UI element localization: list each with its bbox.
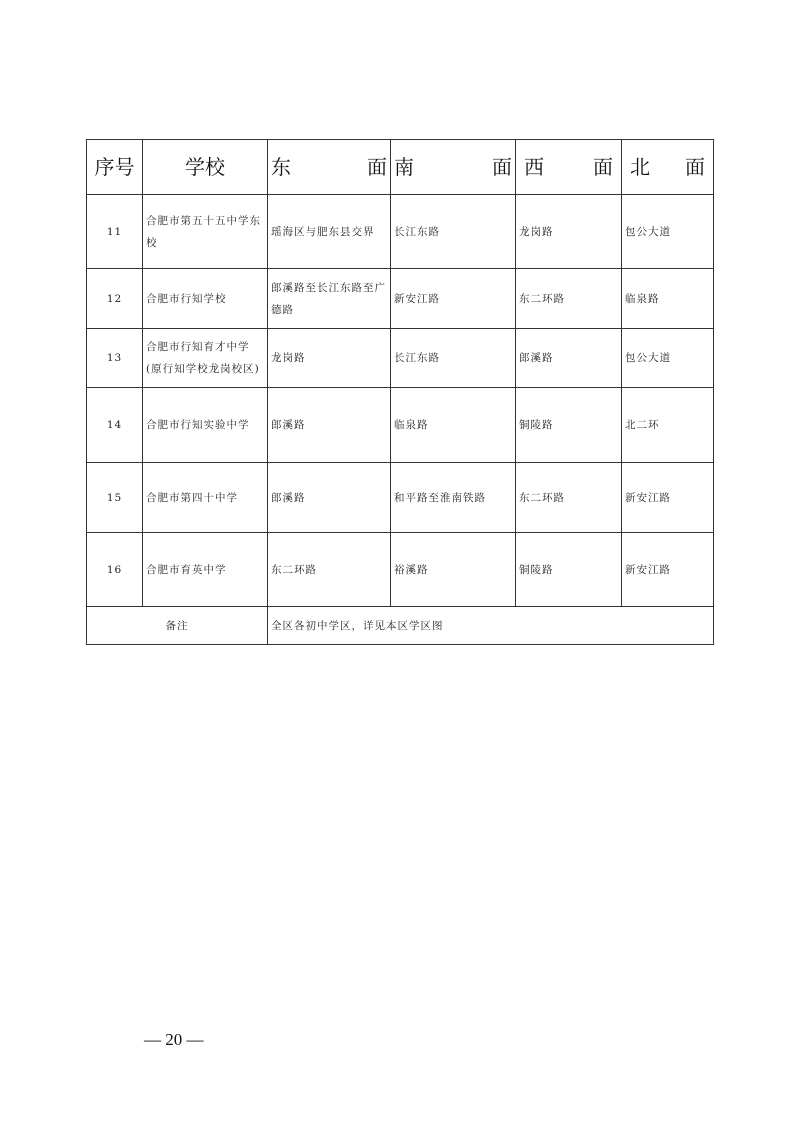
row-east: 东二环路 [268,533,391,607]
row-north: 新安江路 [622,463,714,533]
table-row [87,195,714,269]
row-north: 新安江路 [622,533,714,607]
row-south: 新安江路 [391,269,516,329]
row-num: 12 [87,269,143,329]
row-north: 临泉路 [622,269,714,329]
header-num: 序号 [87,140,143,195]
table-row [87,329,714,388]
row-school: 合肥市第四十中学 [143,463,268,533]
row-school: 合肥市行知学校 [143,269,268,329]
table-row [87,463,714,533]
remark-row [87,607,714,645]
row-west: 铜陵路 [516,388,622,463]
row-school: 合肥市行知育才中学(原行知学校龙岗校区) [143,329,268,388]
row-west: 东二环路 [516,269,622,329]
page-number: — 20 — [144,1030,204,1049]
row-num: 11 [87,195,143,269]
row-north: 北二环 [622,388,714,463]
table-row [87,533,714,607]
row-east: 郎溪路至长江东路至广德路 [268,269,391,329]
header-north: 北 面 [622,140,714,195]
row-num: 14 [87,388,143,463]
header-west: 西 面 [516,140,622,195]
row-south: 临泉路 [391,388,516,463]
row-south: 长江东路 [391,329,516,388]
table-row [87,388,714,463]
row-north: 包公大道 [622,195,714,269]
header-east: 东 面 [268,140,391,195]
row-north: 包公大道 [622,329,714,388]
row-school: 合肥市第五十五中学东校 [143,195,268,269]
school-district-table [86,139,714,645]
row-south: 和平路至淮南铁路 [391,463,516,533]
row-num: 13 [87,329,143,388]
header-row [87,140,714,195]
row-east: 龙岗路 [268,329,391,388]
row-school: 合肥市行知实验中学 [143,388,268,463]
header-south: 南 面 [391,140,516,195]
row-num: 15 [87,463,143,533]
row-south: 长江东路 [391,195,516,269]
remark-text: 全区各初中学区，详见本区学区图 [268,607,714,645]
row-west: 铜陵路 [516,533,622,607]
row-east: 瑶海区与肥东县交界 [268,195,391,269]
row-school: 合肥市育英中学 [143,533,268,607]
row-west: 东二环路 [516,463,622,533]
row-east: 郎溪路 [268,388,391,463]
header-school: 学校 [143,140,268,195]
row-num: 16 [87,533,143,607]
remark-label: 备注 [87,607,268,645]
row-east: 郎溪路 [268,463,391,533]
row-west: 郎溪路 [516,329,622,388]
row-west: 龙岗路 [516,195,622,269]
row-south: 裕溪路 [391,533,516,607]
table-row [87,269,714,329]
